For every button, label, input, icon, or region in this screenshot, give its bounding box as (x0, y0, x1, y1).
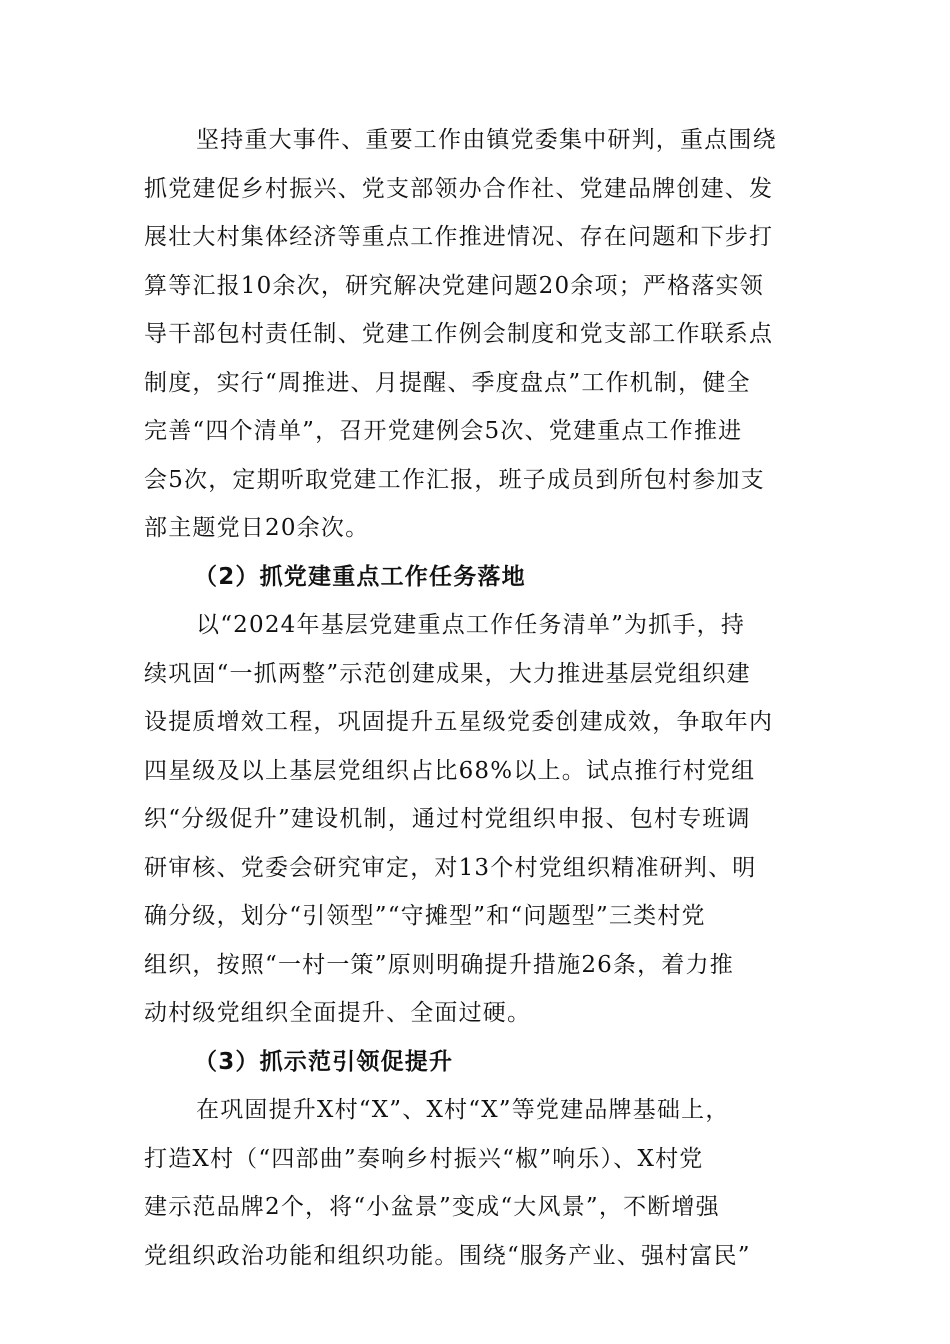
paragraph-line: 续巩固“一抓两整”示范创建成果，大力推进基层党组织建 (144, 660, 751, 687)
paragraph-line: 织“分级促升”建设机制，通过村党组织申报、包村专班调 (144, 806, 751, 832)
paragraph-line: 打造X村（“四部曲”奏响乡村振兴“椒”响乐）、X村党 (144, 1145, 704, 1172)
paragraph-line: 导干部包村责任制、党建工作例会制度和党支部工作联系点 (144, 321, 774, 347)
section-heading-3: （3）抓示范引领促提升 (194, 1048, 454, 1075)
paragraph-line: 在巩固提升X村“X”、X村“X”等党建品牌基础上， (196, 1097, 730, 1123)
paragraph-line: 制度，实行“周推进、月提醒、季度盘点”工作机制，健全 (144, 369, 751, 396)
section-heading-2: （2）抓党建重点工作任务落地 (194, 563, 526, 590)
paragraph-line: 展壮大村集体经济等重点工作推进情况、存在问题和下步打 (144, 224, 774, 250)
paragraph-line: 完善“四个清单”，召开党建例会5次、党建重点工作推进 (144, 418, 743, 444)
paragraph-line: 设提质增效工程，巩固提升五星级党委创建成效，争取年内 (144, 709, 774, 735)
document-body (144, 116, 810, 1280)
paragraph-line: 四星级及以上基层党组织占比68%以上。试点推行村党组 (144, 757, 756, 784)
paragraph-line: 坚持重大事件、重要工作由镇党委集中研判，重点围绕 (196, 127, 777, 153)
paragraph-line: 动村级党组织全面提升、全面过硬。 (144, 1000, 532, 1026)
paragraph-line: 以“2024年基层党建重点工作任务清单”为抓手，持 (196, 612, 746, 638)
paragraph-line: 部主题党日20余次。 (144, 515, 370, 541)
paragraph-line: 算等汇报10余次，研究解决党建问题20余项；严格落实领 (144, 272, 764, 299)
paragraph-line: 党组织政治功能和组织功能。围绕“服务产业、强村富民” (144, 1242, 751, 1269)
paragraph-line: 会5次，定期听取党建工作汇报，班子成员到所包村参加支 (144, 466, 765, 493)
paragraph-line: 组织，按照“一村一策”原则明确提升措施26条，着力推 (144, 951, 734, 978)
paragraph-line: 研审核、党委会研究审定，对13个村党组织精准研判、明 (144, 854, 757, 881)
paragraph-line: 抓党建促乡村振兴、党支部领办合作社、党建品牌创建、发 (144, 175, 774, 202)
paragraph-line: 建示范品牌2个，将“小盆景”变成“大风景”，不断增强 (144, 1194, 720, 1220)
paragraph-line: 确分级，划分“引领型”“守摊型”和“问题型”三类村党 (144, 903, 706, 929)
